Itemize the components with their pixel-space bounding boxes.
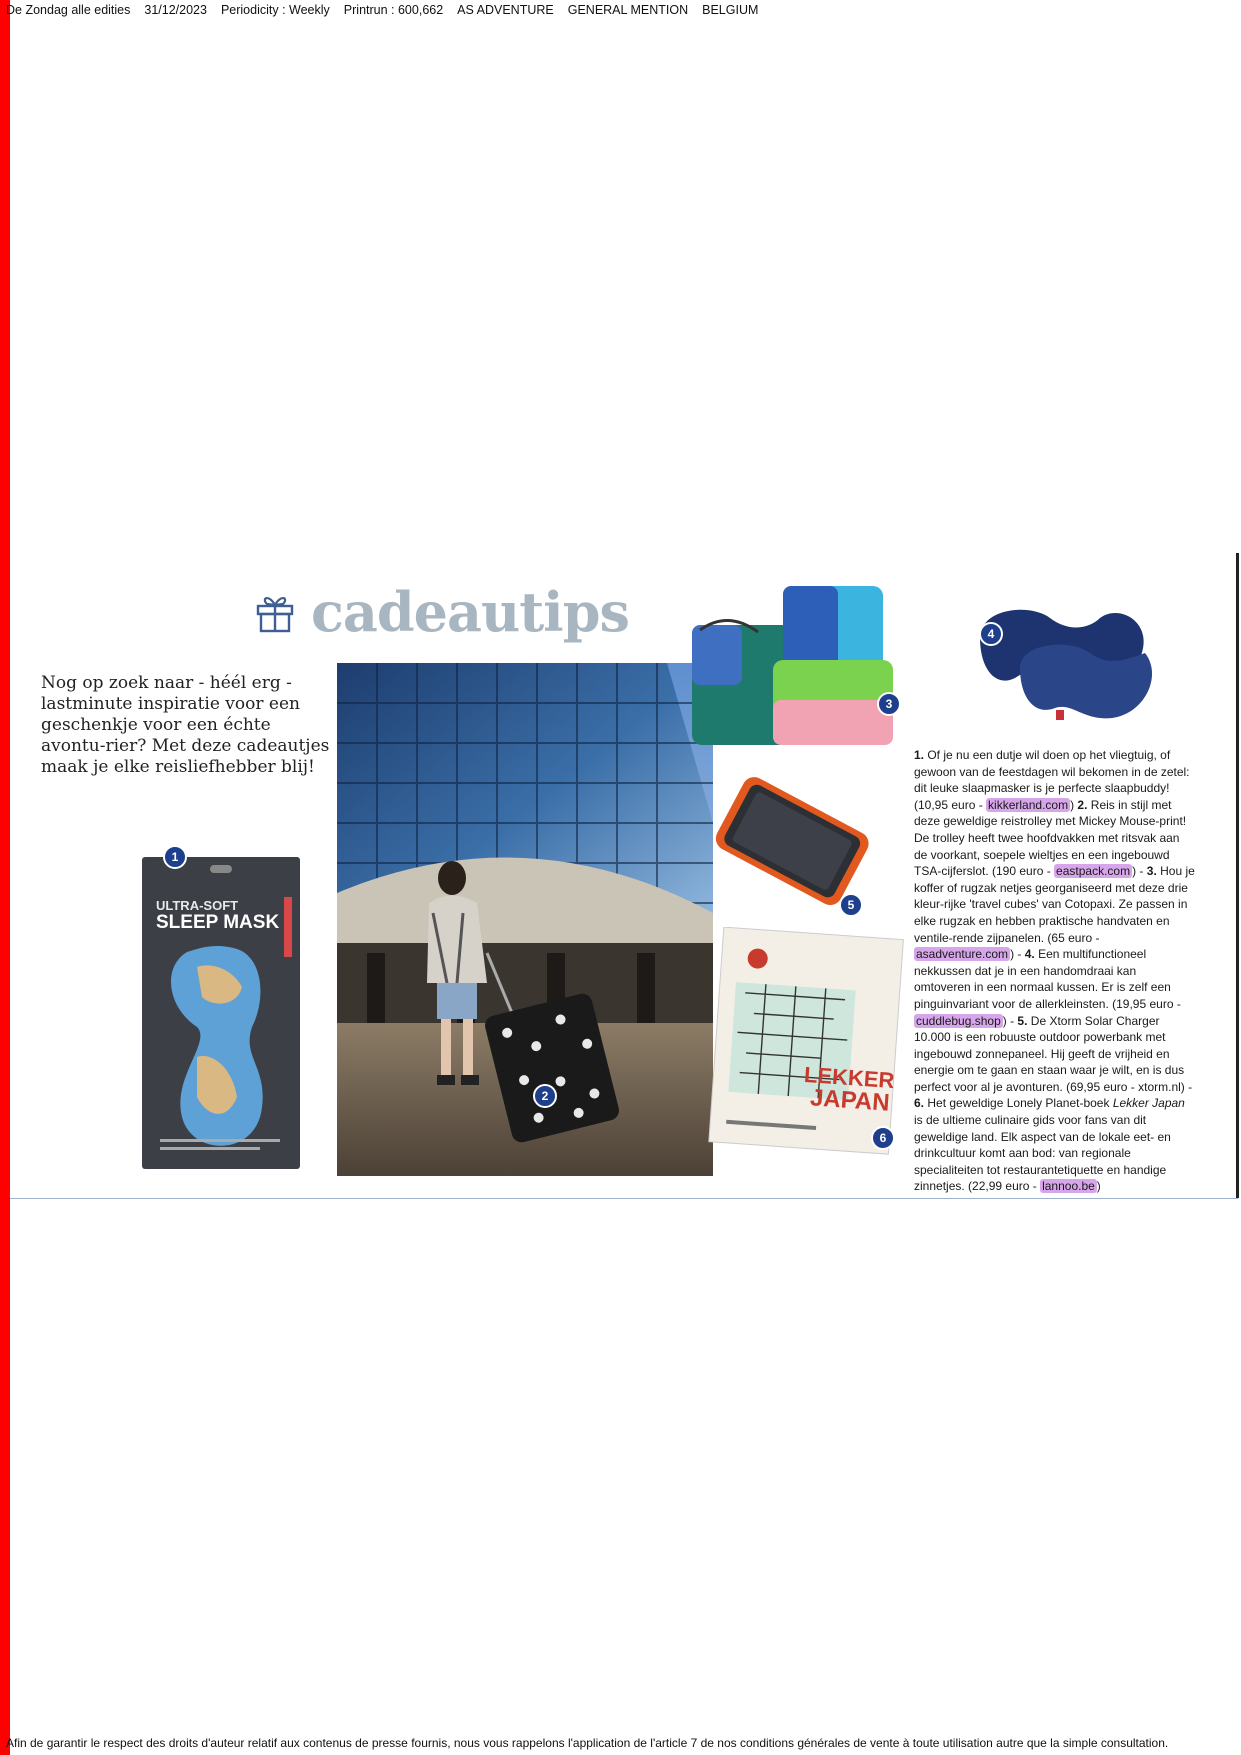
printrun: Printrun : 600,662 <box>343 3 444 17</box>
sleep-mask-label-main: SLEEP MASK <box>156 912 280 933</box>
product-sleep-mask <box>142 857 300 1169</box>
publication-name: De Zondag alle edities <box>6 3 131 17</box>
book-title-line-1: LEKKER <box>803 1061 896 1094</box>
badge-6: 6 <box>871 1126 895 1150</box>
badge-3: 3 <box>877 692 901 716</box>
item-3-link[interactable]: asadventure.com <box>916 947 1009 962</box>
item-3-text: Hou je koffer of rugzak netjes georganiseerd met deze drie kleur-rijke 'travel cubes' van Cotopaxi. Ze passen in elke rugzak en hebben praktische handvaten en ventile-rende zijpanelen. (65 euro - <box>914 864 1195 945</box>
item-2-link[interactable]: eastpack.com <box>1056 864 1131 879</box>
item-4-after: ) - <box>1002 1013 1018 1028</box>
publication-date: 31/12/2023 <box>144 3 207 17</box>
item-4-link[interactable]: cuddlebug.shop <box>916 1013 1001 1028</box>
gift-icon <box>255 590 295 634</box>
article-title: cadeautips <box>311 580 629 644</box>
item-1-link[interactable]: kikkerland.com <box>988 797 1069 812</box>
item-6-text: Het geweldige Lonely Planet-boek <box>924 1096 1113 1111</box>
country: BELGIUM <box>702 3 759 17</box>
badge-4: 4 <box>979 622 1003 646</box>
item-6-link[interactable]: lannoo.be <box>1042 1179 1095 1194</box>
main-photo-trolley <box>337 663 713 1176</box>
item-1-text: Of je nu een dutje wil doen op het vliegtuig, of gewoon van de feestdagen wil bekomen in de zetel: dit leuke slaapmasker is je perfecte slaapbuddy! (10,95 euro - <box>914 748 1190 812</box>
left-red-margin-bar <box>0 0 10 1755</box>
clipping-right-border <box>1236 553 1239 1198</box>
client-name: AS ADVENTURE <box>457 3 554 17</box>
item-6-after: ) <box>1096 1179 1101 1194</box>
item-6-book-title: Lekker Japan <box>1112 1096 1185 1111</box>
item-5-number: 5. <box>1017 1013 1028 1028</box>
item-4-text: Een multifunctioneel nekkussen dat je in een handomdraai kan omtoveren in een normaal kussen. Er is zelf een pinguinvariant voor de allerkleinsten. (19,95 euro - <box>914 947 1181 1011</box>
item-5-text: De Xtorm Solar Charger 10.000 is een robuuste outdoor powerbank met ingebouwd zonnepaneel. Hij geeft de vrijheid en energie om te gaan en staan waar je wilt, en is dus perfect voor al je avonturen. (69,95 euro - xtorm.nl) - <box>914 1013 1193 1094</box>
item-3-after: ) - <box>1010 947 1025 962</box>
badge-2: 2 <box>533 1084 557 1108</box>
item-2-after: ) - <box>1132 864 1147 879</box>
badge-5: 5 <box>839 893 863 917</box>
periodicity: Periodicity : Weekly <box>220 3 330 17</box>
item-6-text-continued: is de ultieme culinaire gids voor fans van dit geweldige land. Elk aspect van de lokale eet- en drinkcultuur komt aan bod: van regionale specialiteiten tot restaurantetiquette en handige zinnetjes. (22,99 euro - <box>914 1113 1171 1194</box>
mention-type: GENERAL MENTION <box>567 3 689 17</box>
product-neck-pillow <box>970 598 1170 728</box>
item-2-text: Reis in stijl met deze geweldige reistrolley met Mickey Mouse-print! De trolley heeft twee hoofdvakken met ritsvak aan de voorkant, soepele wieltjes en een ingebouwd TSA-cijferslot. (190 euro - <box>914 797 1187 879</box>
article-intro: Nog op zoek naar - héél erg - lastminute inspiratie voor een geschenkje voor een échte avontu-rier? Met deze cadeautjes maak je elke reisliefhebber blij! <box>41 673 330 777</box>
item-6-number: 6. <box>914 1096 925 1111</box>
item-3-number: 3. <box>1146 864 1157 879</box>
article-body-text <box>914 747 1196 1195</box>
item-2-number: 2. <box>1077 797 1088 812</box>
product-book-lekker-japan <box>702 927 907 1157</box>
sleep-mask-label-top: ULTRA-SOFT <box>156 898 239 913</box>
article-title-block <box>255 582 629 642</box>
item-1-after: ) <box>1070 797 1078 812</box>
product-travel-cubes <box>688 580 902 755</box>
item-1-number: 1. <box>914 748 925 762</box>
item-4-number: 4. <box>1024 947 1035 962</box>
badge-1: 1 <box>163 845 187 869</box>
clipping-bottom-divider <box>10 1198 1238 1199</box>
copyright-notice: Afin de garantir le respect des droits d'auteur relatif aux contenus de presse fournis, nous vous rappelons l'application de l'article 7 de nos conditions générales de vente à toute utilisation autre que la simple consultation. <box>6 1736 1169 1750</box>
book-title-line-2: JAPAN <box>809 1084 891 1117</box>
clipping-header <box>6 3 772 17</box>
